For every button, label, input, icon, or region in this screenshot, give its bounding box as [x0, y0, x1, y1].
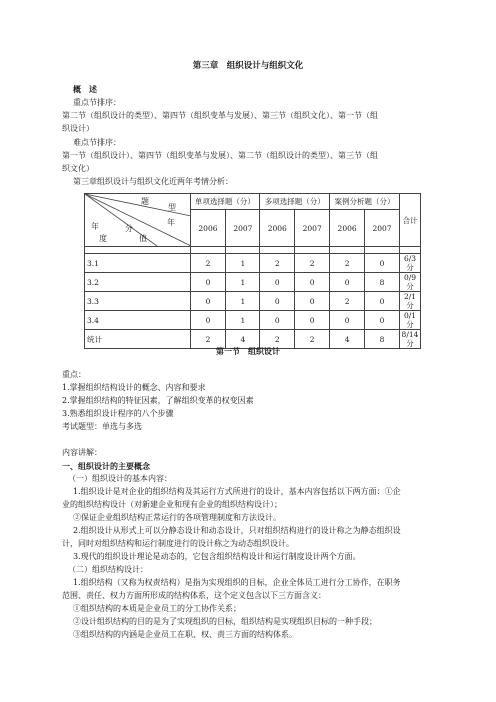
corner-label-ti: 题: [141, 197, 149, 206]
year-header: 2006: [330, 210, 365, 247]
paragraph-text: ②保证企业组织结构正常运行的各项管理制度和方法设计。: [73, 513, 281, 522]
paragraph-text: 1.组织结构（又称为权责结构）是指为实现组织的目标，企业全体员工进行分工协作，在职务: [73, 578, 401, 587]
year-header: 2006: [260, 210, 295, 247]
table-cell: 2: [260, 254, 295, 273]
year-header: 2007: [295, 210, 330, 247]
row-total: 0/1 分: [399, 311, 420, 330]
chapter-title: 第三章 组织设计与组织文化: [192, 61, 304, 71]
hard-sections-text-cont: 织文化）: [62, 164, 94, 173]
subheading-org-structure: （二）组织结构设计：: [68, 565, 148, 574]
corner-label-nian2: 年: [91, 222, 99, 231]
focus-item: 3.熟悉组织设计程序的八个步骤: [62, 409, 174, 418]
paragraph-text: 3.现代的组织设计理论是动态的，它包含组织结构设计和运行制度设计两个方面。: [73, 552, 361, 561]
key-sections-text: 第二节（组织设计的类型）、第四节（组织变革与发展）、第三节（组织文化）、第一节（组: [62, 111, 378, 120]
table-row: [85, 311, 421, 330]
row-label: 3.4: [85, 311, 191, 330]
table-cell: 2: [190, 330, 226, 349]
analysis-label: 第三章组织设计与组织文化近两年考情分析：: [73, 177, 233, 186]
table-cell: 1: [226, 311, 260, 330]
overview-heading: 概 述: [73, 84, 97, 94]
corner-label-fen: 分: [125, 224, 133, 233]
row-total: 0/9 分: [399, 273, 420, 292]
row-label: 3.3: [85, 292, 191, 311]
row-total: 2/1 分: [399, 292, 420, 311]
table-row: [85, 273, 421, 292]
heading-main-concepts: 一、组织设计的主要概念: [62, 461, 150, 471]
corner-label-zhi: 值: [139, 234, 147, 243]
table-row: [85, 292, 421, 311]
table-cell: 0: [330, 311, 365, 330]
hard-sections-label: 难点节排序：: [73, 138, 121, 147]
table-cell: 2: [190, 254, 226, 273]
corner-label-xing: 型: [168, 203, 176, 212]
table-cell: 4: [330, 330, 365, 349]
paragraph-text: 1.组织设计是对企业的组织结构及其运行方式所进行的设计，基本内容包括以下两方面：①企: [73, 487, 401, 496]
header-total: 合计: [399, 194, 420, 247]
header-multi-choice: 多项选择题（分）: [260, 194, 330, 210]
table-corner-header: [85, 194, 191, 247]
year-header: 2006: [190, 210, 226, 247]
table-cell: 4: [226, 330, 260, 349]
table-cell: 0: [190, 292, 226, 311]
subheading-basic-content: （一）组织设计的基本内容：: [68, 474, 172, 483]
table-cell: 1: [226, 273, 260, 292]
table-cell: 1: [226, 292, 260, 311]
explain-label: 内容讲解：: [62, 448, 102, 457]
table-cell: 1: [226, 254, 260, 273]
row-label: 3.2: [85, 273, 191, 292]
exam-types: 考试题型：单选与多选: [62, 422, 142, 431]
table-cell: 2: [295, 330, 330, 349]
table-cell: 0: [365, 311, 400, 330]
paragraph-text: 业的组织结构设计（对新建企业和现有企业的组织结构设计）；: [62, 500, 282, 509]
row-label: 3.1: [85, 254, 191, 273]
table-cell: 2: [295, 254, 330, 273]
corner-label-nian: 年: [167, 218, 175, 227]
paragraph-text: 范围、责任、权力方面所形成的结构体系，这个定义包含以下三方面含义：: [62, 591, 326, 600]
row-total: 8/14 分: [399, 330, 420, 349]
table-cell: 2: [330, 254, 365, 273]
row-total: 6/3 分: [399, 254, 420, 273]
row-label: 统计: [85, 330, 191, 349]
header-single-choice: 单项选择题（分）: [190, 194, 260, 210]
table-cell: 0: [260, 311, 295, 330]
table-cell: 0: [365, 254, 400, 273]
table-cell: 8: [365, 330, 400, 349]
paragraph-text: 计，同时对组织结构和运行制度进行的设计称之为动态组织设计。: [62, 539, 294, 548]
table-cell: 0: [295, 273, 330, 292]
table-cell: 2: [260, 330, 295, 349]
table-cell: 0: [260, 273, 295, 292]
paragraph-text: ③组织结构的内涵是企业员工在职、权、责三方面的结构体系。: [73, 630, 297, 639]
year-header: 2007: [365, 210, 400, 247]
key-sections-label: 重点节排序：: [73, 98, 121, 107]
focus-item: 1.掌握组织结构设计的概念、内容和要求: [62, 383, 206, 392]
table-cell: 0: [190, 311, 226, 330]
year-header: 2007: [226, 210, 260, 247]
section-title: 第一节 组织设计: [216, 346, 280, 356]
paragraph-text: ①组织结构的本质是企业员工的分工协作关系；: [73, 604, 241, 613]
table-row: [85, 254, 421, 273]
key-sections-text-cont: 织设计）: [62, 124, 94, 133]
header-case-analysis: 案例分析题（分）: [330, 194, 400, 210]
paragraph-text: 2.组织设计从形式上可以分静态设计和动态设计，只对组织结构进行的设计称之为静态组织设: [73, 526, 401, 535]
spacer-row: [85, 247, 421, 254]
focus-item: 2.掌握组织结构的特征因素，了解组织变革的权变因素: [62, 396, 254, 405]
exam-stats-table: [84, 193, 421, 349]
hard-sections-text: 第一节（组织设计）、第四节（组织变革与发展）、第二节（组织设计的类型）、第三节（组: [62, 151, 378, 160]
table-cell: 0: [365, 292, 400, 311]
table-cell: 0: [330, 273, 365, 292]
table-cell: 8: [365, 273, 400, 292]
corner-label-du: 度: [99, 234, 107, 243]
table-cell: 0: [295, 311, 330, 330]
focus-label: 重点：: [62, 370, 86, 379]
paragraph-text: ②设计组织结构的目的是为了实现组织的目标，组织结构是实现组织目标的一种手段；: [73, 617, 377, 626]
table-cell: 0: [260, 292, 295, 311]
table-cell: 0: [295, 292, 330, 311]
table-cell: 0: [190, 273, 226, 292]
table-cell: 2: [330, 292, 365, 311]
